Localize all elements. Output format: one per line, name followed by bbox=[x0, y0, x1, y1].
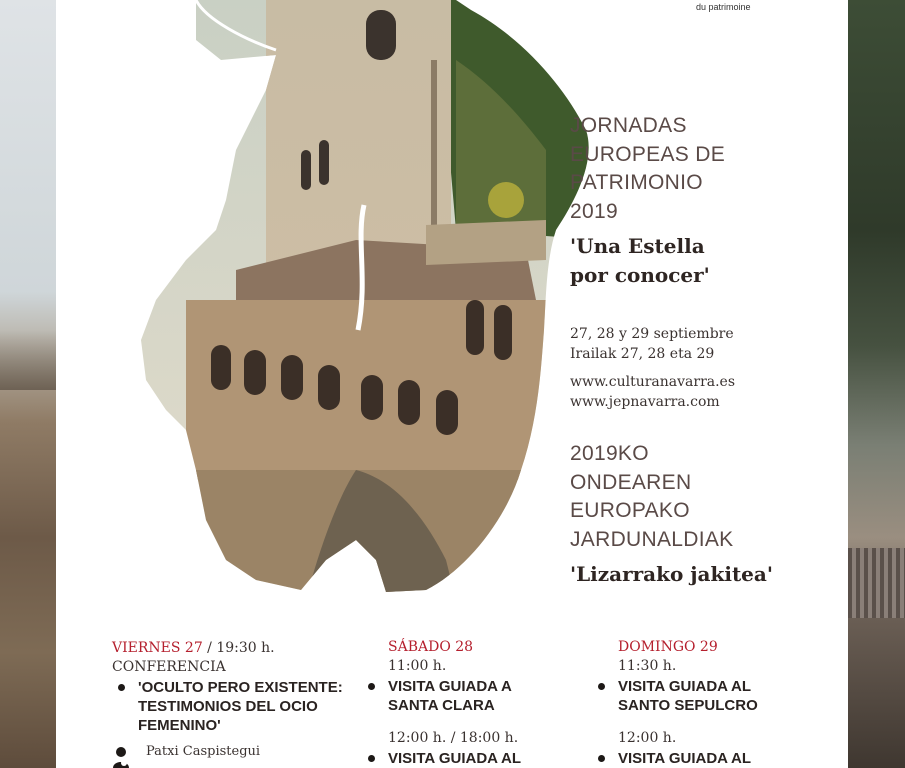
event-title: VISITA GUIADA AL bbox=[592, 749, 818, 768]
link-culturanavarra[interactable]: www.culturanavarra.es bbox=[570, 374, 736, 390]
event-kind: CONFERENCIA bbox=[112, 659, 226, 675]
schedule-saturday: SÁBADO 28 11:00 h. VISITA GUIADA A SANTA CLARA 12:00 h. / 18:00 h. VISITA GUIADA AL bbox=[388, 638, 588, 768]
event-title: 'OCULTO PERO EXISTENTE: TESTIMONIOS DEL OCIO FEMENINO' bbox=[112, 678, 362, 735]
speaker: Patxi Caspistegui bbox=[112, 744, 260, 759]
schedule-sunday: DOMINGO 29 11:30 h. VISITA GUIADA AL SANTO SEPULCRO 12:00 h. VISITA GUIADA AL bbox=[618, 638, 818, 768]
background-photo-right bbox=[848, 0, 905, 768]
event-title-eu: 2019KO ONDEAREN EUROPAKO JARDUNALDIAK bbox=[570, 442, 734, 551]
bullet-icon bbox=[118, 684, 125, 691]
background-photo-left bbox=[0, 0, 58, 768]
event-subtitle-es: 'Una Estella por conocer' bbox=[570, 234, 710, 287]
church-silhouette-image bbox=[126, 0, 606, 600]
bullet-icon bbox=[368, 683, 375, 690]
day-name: DOMINGO 29 bbox=[618, 639, 718, 655]
bullet-icon bbox=[368, 755, 375, 762]
person-icon bbox=[112, 746, 130, 768]
event-subtitle-eu: 'Lizarrako jakitea' bbox=[570, 562, 773, 586]
event-title: VISITA GUIADA AL bbox=[362, 749, 588, 768]
bullet-icon bbox=[598, 683, 605, 690]
bullet-icon bbox=[598, 755, 605, 762]
schedule-friday: VIERNES 27 / 19:30 h. CONFERENCIA 'OCULTO PERO EXISTENTE: TESTIMONIOS DEL OCIO FEMENINO' bbox=[112, 638, 362, 735]
event-dates: 27, 28 y 29 septiembre Irailak 27, 28 eta 29 bbox=[570, 326, 734, 362]
day-name: VIERNES 27 bbox=[112, 640, 203, 656]
event-links bbox=[570, 372, 735, 412]
event-title: VISITA GUIADA A SANTA CLARA bbox=[362, 677, 588, 715]
event-title-es: JORNADAS EUROPEAS DE PATRIMONIO 2019 bbox=[570, 114, 726, 223]
link-jepnavarra[interactable]: www.jepnavarra.com bbox=[570, 394, 720, 410]
logo-caption: du patrimoine bbox=[696, 2, 751, 12]
poster bbox=[56, 0, 848, 768]
day-name: SÁBADO 28 bbox=[388, 639, 474, 655]
event-title: VISITA GUIADA AL SANTO SEPULCRO bbox=[592, 677, 818, 715]
